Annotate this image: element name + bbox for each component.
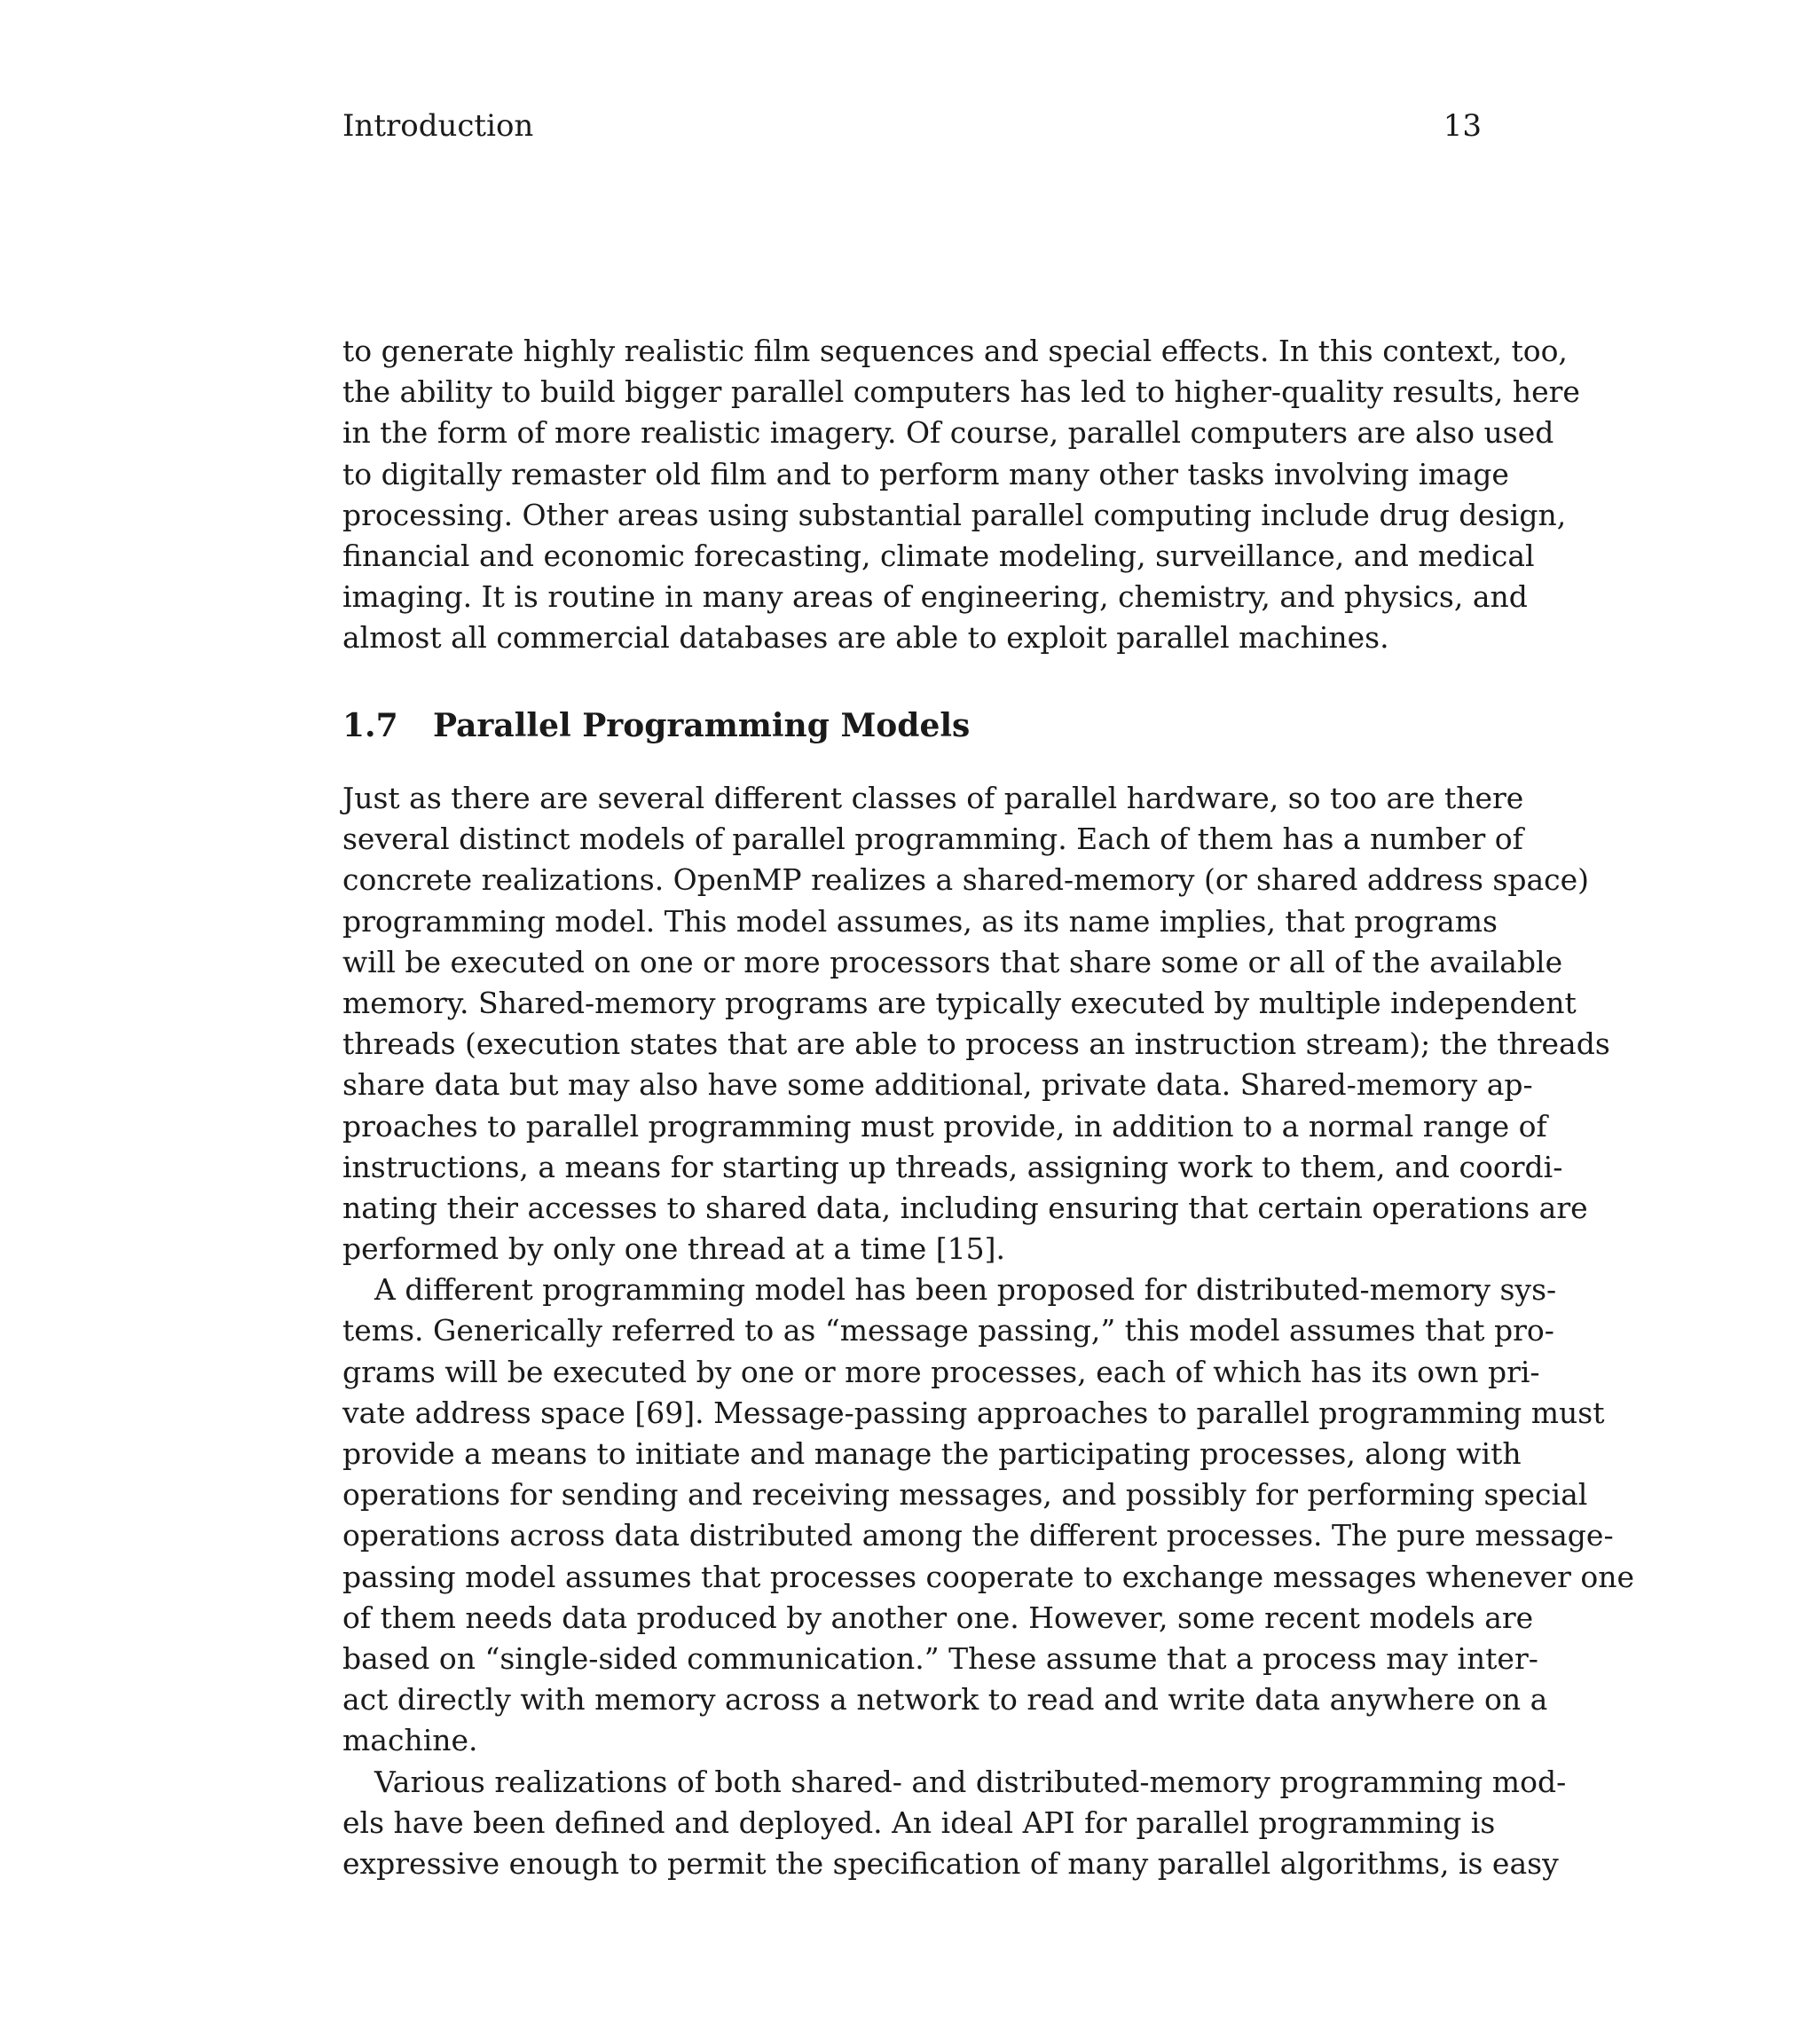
text-line: instructions, a means for starting up threads, assigning work to them, and coordi- [342, 1149, 1563, 1184]
text-line: proaches to parallel programming must provide, in addition to a normal range of [342, 1108, 1547, 1144]
text-line: expressive enough to permit the specification of many parallel algorithms, is easy [342, 1845, 1559, 1881]
text-line: imaging. It is routine in many areas of engineering, chemistry, and physics, and [342, 579, 1528, 615]
text-line: passing model assumes that processes cooperate to exchange messages whenever one [342, 1559, 1635, 1594]
text-line: nating their accesses to shared data, including ensuring that certain operations are [342, 1190, 1588, 1225]
text-line: based on “single-sided communication.” These assume that a process may inter- [342, 1640, 1538, 1676]
text-line: operations across data distributed among the different processes. The pure message- [342, 1518, 1614, 1553]
section-body [342, 778, 1635, 1884]
text-line: share data but may also have some additional, private data. Shared-memory ap- [342, 1067, 1533, 1103]
text-line: several distinct models of parallel programming. Each of them has a number of [342, 822, 1523, 857]
text-line: machine. [342, 1723, 478, 1758]
text-line: provide a means to initiate and manage the participating processes, along with [342, 1436, 1522, 1471]
page-number: 13 [1443, 108, 1482, 144]
section-heading [342, 701, 1482, 751]
text-line: financial and economic forecasting, climate modeling, surveillance, and medical [342, 538, 1535, 573]
running-head-title: Introduction [342, 108, 534, 144]
text-line: operations for sending and receiving messages, and possibly for performing special [342, 1477, 1588, 1513]
text-line: memory. Shared-memory programs are typically executed by multiple independent [342, 985, 1577, 1020]
section-number: 1.7 [342, 707, 398, 744]
text-line: performed by only one thread at a time [15]. [342, 1231, 1005, 1267]
text-line: A different programming model has been proposed for distributed-memory sys- [374, 1272, 1557, 1308]
text-line: els have been defined and deployed. An ideal API for parallel programming is [342, 1804, 1496, 1840]
text-line: the ability to build bigger parallel computers has led to higher-quality results, here [342, 374, 1580, 410]
text-line: almost all commercial databases are able to exploit parallel machines. [342, 620, 1389, 656]
text-line: to generate highly realistic film sequences and special effects. In this context, too, [342, 334, 1568, 368]
text-line: vate address space [69]. Message-passing approaches to parallel programming must [342, 1395, 1605, 1430]
text-line: programming model. This model assumes, as its name implies, that programs [342, 903, 1498, 939]
section-title: Parallel Programming Models [433, 707, 971, 744]
text-line: Various realizations of both shared- and distributed-memory programming mod- [374, 1764, 1567, 1799]
text-line: grams will be executed by one or more processes, each of which has its own pri- [342, 1354, 1540, 1389]
text-line: Just as there are several different classes of parallel hardware, so too are there [342, 781, 1524, 815]
text-line: will be executed on one or more processors that share some or all of the available [342, 944, 1563, 979]
text-line: act directly with memory across a network to read and write data anywhere on a [342, 1682, 1548, 1718]
text-line: threads (execution states that are able to process an instruction stream); the threads [342, 1026, 1610, 1062]
text-line: concrete realizations. OpenMP realizes a shared-memory (or shared address space) [342, 862, 1590, 898]
text-line: of them needs data produced by another one. However, some recent models are [342, 1600, 1534, 1635]
running-head [342, 106, 1482, 145]
paragraph-continuation [342, 331, 1580, 659]
text-line: in the form of more realistic imagery. Of course, parallel computers are also used [342, 415, 1554, 451]
text-line: processing. Other areas using substantial parallel computing include drug design, [342, 497, 1567, 532]
text-line: to digitally remaster old film and to perform many other tasks involving image [342, 456, 1509, 491]
text-line: tems. Generically referred to as “message passing,” this model assumes that pro- [342, 1313, 1554, 1348]
